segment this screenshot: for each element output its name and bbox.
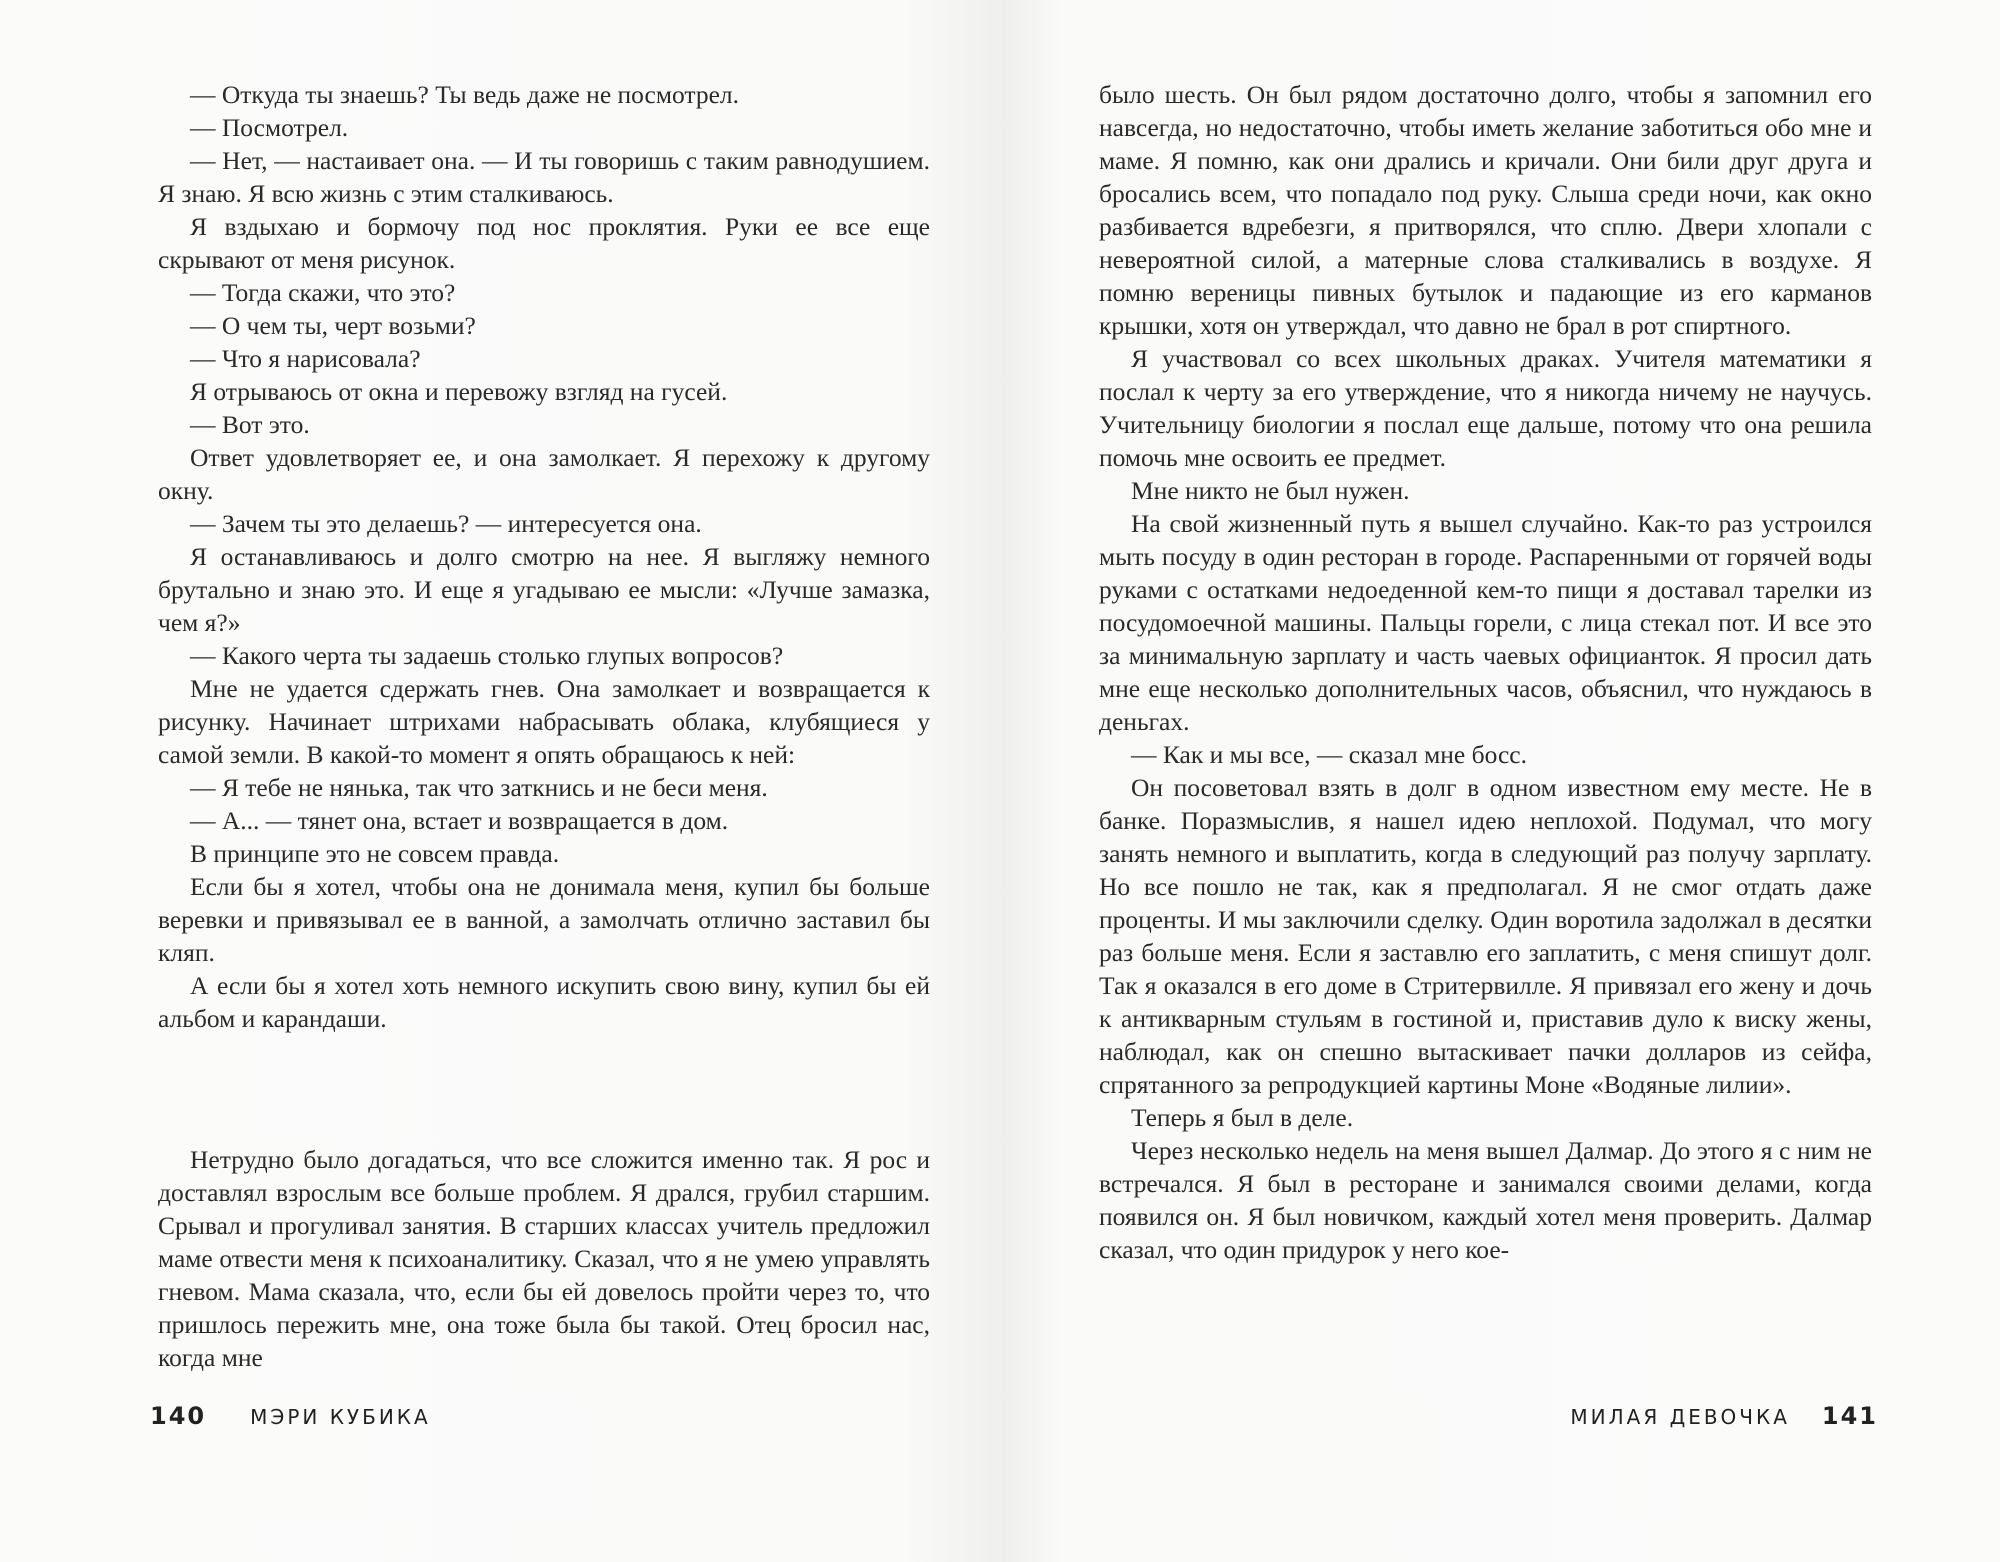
paragraph: Я участвовал со всех школьных драках. Учителя математики я послал к черту за его утверждение, что я никогда ничему не научусь. Учительницу биологии я послал еще дальше, потому что она решила помочь мне освоить ее предмет. [1099,344,1872,472]
paragraph: Если бы я хотел, чтобы она не донимала меня, купил бы больше веревки и привязывал ее в ванной, а замолчать отлично заставил бы кляп. [158,872,930,967]
paragraph: Ответ удовлетворяет ее, и она замолкает. Я перехожу к другому окну. [158,443,930,505]
left-text-block-bottom [158,1143,930,1374]
paragraph: Теперь я был в деле. [1131,1103,1354,1132]
paragraph: — Нет, — настаивает она. — И ты говоришь с таким равнодушием. Я знаю. Я всю жизнь с этим сталкиваюсь. [158,146,930,208]
running-head-author: МЭРИ КУБИКА [250,1405,431,1429]
paragraph: — А... — тянет она, встает и возвращается в дом. [190,806,729,835]
paragraph: Я останавливаюсь и долго смотрю на нее. Я выгляжу немного брутально и знаю это. И еще я угадываю ее мысли: «Лучше замазка, чем я?» [158,542,930,637]
paragraph: Нетрудно было догадаться, что все сложится именно так. Я рос и доставлял взрослым все больше проблем. Я дрался, грубил старшим. Срывал и прогуливал занятия. В старших классах учитель предложил маме отвести меня к психоаналитику. Сказал, что я не умею управлять гневом. Мама сказала, что, если бы ей довелось пройти через то, что пришлось пережить мне, она тоже была бы такой. Отец бросил нас, когда мне [158,1145,930,1372]
page-number: 141 [1821,1402,1878,1430]
right-page [1002,0,2000,1562]
paragraph: На свой жизненный путь я вышел случайно. Как-то раз устроился мыть посуду в один ресторан в городе. Распаренными от горячей воды руками с остатками недоеденной кем-то пищи я доставал тарелки из посудомоечной машины. Пальцы горели, с лица стекал пот. И все это за минимальную зарплату и часть чаевых официанток. Я просил дать мне еще несколько дополнительных часов, объяснил, что нуждаюсь в деньгах. [1099,509,1872,736]
right-footer [1570,1402,1878,1430]
paragraph: Я вздыхаю и бормочу под нос проклятия. Руки ее все еще скрывают от меня рисунок. [158,212,930,274]
running-head-title: МИЛАЯ ДЕВОЧКА [1570,1405,1790,1429]
paragraph: — Как и мы все, — сказал мне босс. [1131,740,1527,769]
paragraph-continuation: было шесть. Он был рядом достаточно долго, чтобы я запомнил его навсегда, но недостаточно, чтобы иметь желание заботиться обо мне и маме. Я помню, как они дрались и кричали. Они били друг друга и бросались всем, что попадало под руку. Слыша среди ночи, как окно разбивается вдребезги, я притворялся, что сплю. Двери хлопали с невероятной силой, а матерные слова сталкивались в воздухе. Я помню вереницы пивных бутылок и падающие из его карманов крышки, хотя он утверждал, что давно не брал в рот спиртного. [1099,80,1872,340]
paragraph: А если бы я хотел хоть немного искупить свою вину, купил бы ей альбом и карандаши. [158,971,930,1033]
paragraph: — Тогда скажи, что это? [190,278,456,307]
paragraph: — Посмотрел. [190,113,349,142]
paragraph: Он посоветовал взять в долг в одном известном ему месте. Не в банке. Поразмыслив, я нашел идею неплохой. Подумал, что могу занять немного и выплатить, когда в следующий раз получу зарплату. Но все пошло не так, как я предполагал. Я не смог отдать даже проценты. И мы заключили сделку. Один воротила задолжал в десятки раз больше меня. Если я заставлю его заплатить, с меня спишут долг. Так я оказался в его доме в Стритервилле. Я привязал его жену и дочь к антикварным стульям в гостиной и, приставив дуло к виску жены, наблюдал, как он спешно вытаскивает пачки долларов из сейфа, спрятанного за репродукцией картины Моне «Водяные лилии». [1099,773,1872,1099]
left-footer [150,1402,431,1430]
page-number: 140 [150,1402,207,1430]
paragraph: Через несколько недель на меня вышел Далмар. До этого я с ним не встречался. Я был в ресторане и занимался своими делами, когда появился он. Я был новичком, каждый хотел меня проверить. Далмар сказал, что один придурок у него кое- [1099,1136,1872,1264]
paragraph: Мне никто не был нужен. [1131,476,1410,505]
paragraph: — О чем ты, черт возьми? [190,311,476,340]
paragraph: Мне не удается сдержать гнев. Она замолкает и возвращается к рисунку. Начинает штрихами набрасывать облака, клубящиеся у самой земли. В какой-то момент я опять обращаюсь к ней: [158,674,930,769]
paragraph: Я отрываюсь от окна и перевожу взгляд на гусей. [190,377,728,406]
paragraph: — Вот это. [190,410,310,439]
paragraph: — Я тебе не нянька, так что заткнись и не беси меня. [190,773,768,802]
paragraph: — Какого черта ты задаешь столько глупых вопросов? [190,641,784,670]
left-text-block-top [158,78,930,1035]
paragraph: — Что я нарисовала? [190,344,421,373]
paragraph: — Откуда ты знаешь? Ты ведь даже не посмотрел. [190,80,740,109]
paragraph: — Зачем ты это делаешь? — интересуется она. [190,509,702,538]
right-text-block [1099,78,1872,1266]
paragraph: В принципе это не совсем правда. [190,839,560,868]
